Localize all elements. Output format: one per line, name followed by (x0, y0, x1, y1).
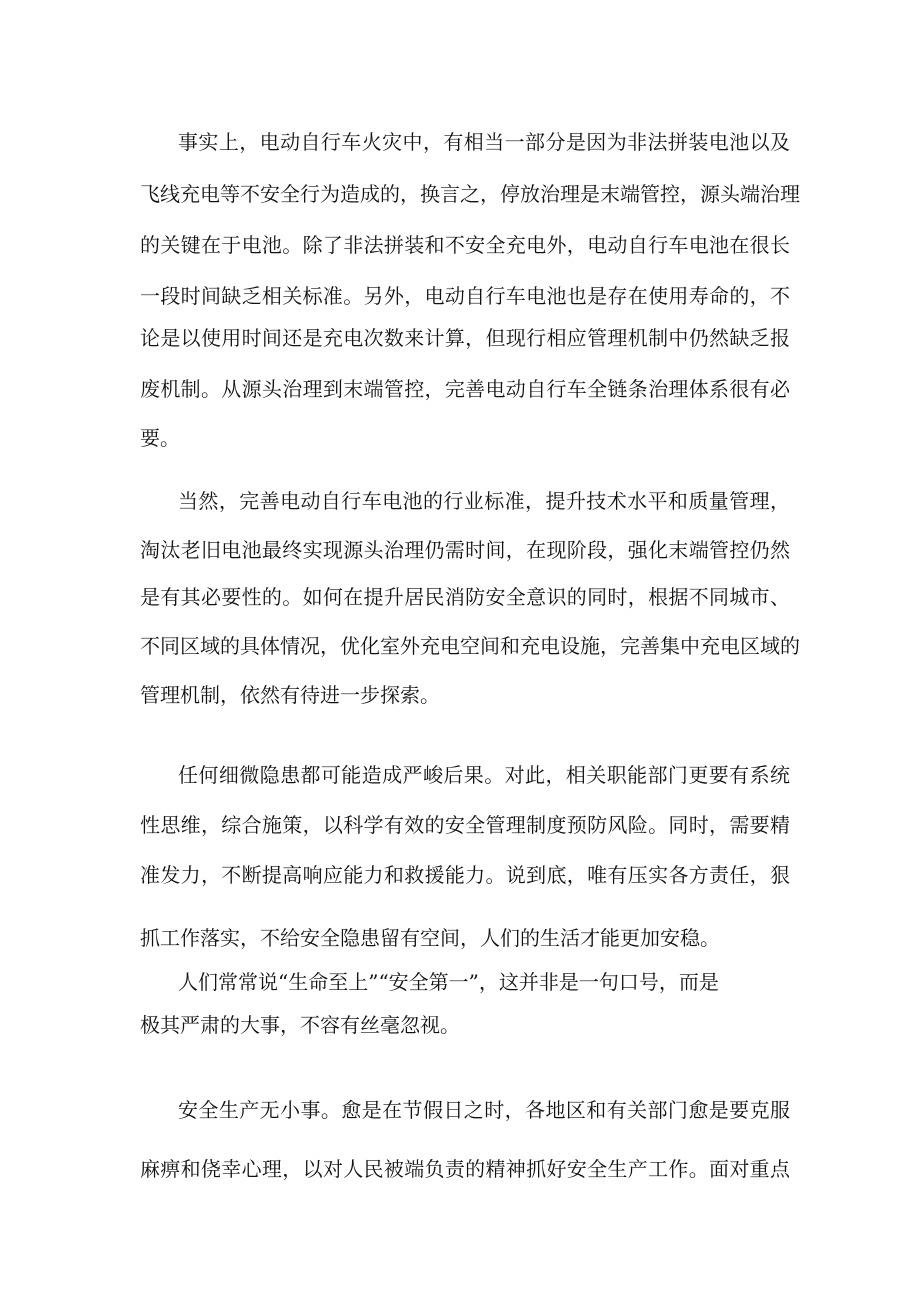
paragraph-1-line-2: 飞线充电等不安全行为造成的，换言之，停放治理是末端管控，源头端治理 (140, 182, 800, 206)
paragraph-2-line-4: 不同区域的具体情况，优化室外充电空间和充电设施，完善集中充电区域的 (140, 634, 800, 658)
paragraph-2-line-3: 是有其必要性的。如何在提升居民消防安全意识的同时，根据不同城市、 (140, 585, 790, 609)
paragraph-1-line-1: 事实上，电动自行车火灾中，有相当一部分是因为非法拼装电池以及 (178, 130, 790, 154)
paragraph-1-line-5: 论是以使用时间还是充电次数来计算，但现行相应管理机制中仍然缺乏报 (140, 326, 790, 350)
paragraph-1-line-6: 废机制。从源头治理到末端管控，完善电动自行车全链条治理体系很有必 (140, 377, 790, 401)
paragraph-1-line-4: 一段时间缺乏相关标准。另外，电动自行车电池也是存在使用寿命的，不 (140, 284, 790, 308)
paragraph-1-line-7: 要。 (140, 426, 180, 450)
paragraph-2-line-5: 管理机制，依然有待进一步探索。 (140, 683, 440, 707)
paragraph-4-line-2: 极其严肃的大事，不容有丝毫忽视。 (140, 1013, 460, 1037)
paragraph-1-line-3: 的关键在于电池。除了非法拼装和不安全充电外，电动自行车电池在很长 (140, 233, 790, 257)
paragraph-5-line-1: 安全生产无小事。愈是在节假日之时，各地区和有关部门愈是要克服 (178, 1098, 790, 1122)
paragraph-3-line-2: 性思维，综合施策，以科学有效的安全管理制度预防风险。同时，需要精 (140, 813, 790, 837)
paragraph-3-line-1: 任何细微隐患都可能造成严峻后果。对此，相关职能部门更要有系统 (178, 763, 790, 787)
paragraph-2-line-2: 淘汰老旧电池最终实现源头治理仍需时间，在现阶段，强化末端管控仍然 (140, 538, 790, 562)
paragraph-3-line-4: 抓工作落实，不给安全隐患留有空间，人们的生活才能更加安稳。 (140, 926, 720, 950)
paragraph-2-line-1: 当然，完善电动自行车电池的行业标准，提升技术水平和质量管理， (178, 489, 790, 513)
paragraph-3-line-3: 准发力，不断提高响应能力和救援能力。说到底，唯有压实各方责任，狠 (140, 863, 790, 887)
paragraph-5-line-2: 麻痹和侥幸心理，以对人民被端负责的精神抓好安全生产工作。面对重点 (140, 1157, 790, 1181)
paragraph-4-line-1: 人们常常说“生命至上”“安全第一”，这并非是一句口号，而是 (178, 970, 719, 994)
